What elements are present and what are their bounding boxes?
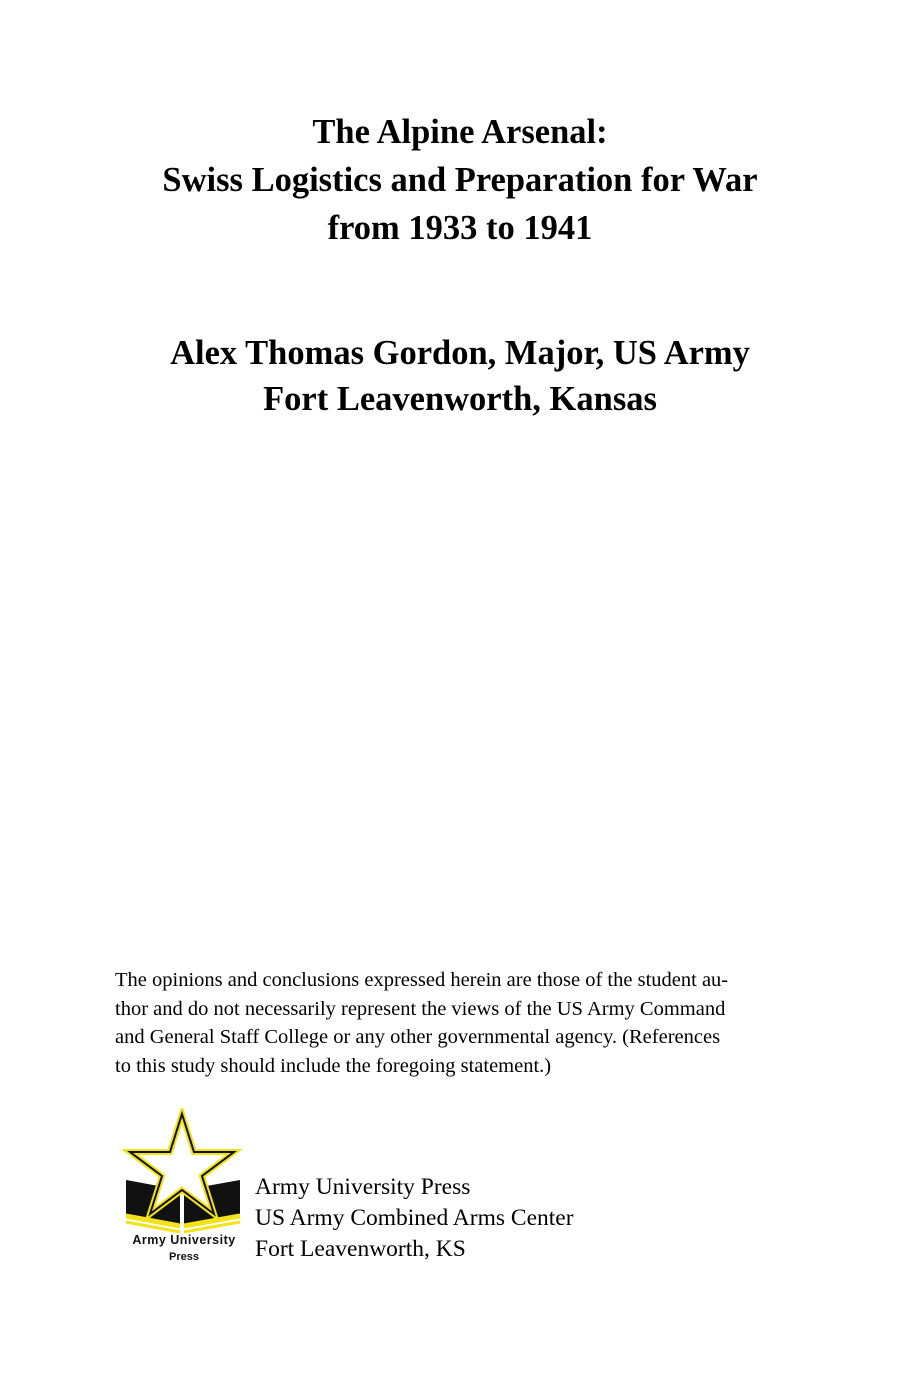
disclaimer-line-2: thor and do not necessarily represent the views of the US Army Command (115, 997, 726, 1020)
author-location: Fort Leavenworth, Kansas (263, 380, 657, 418)
army-university-press-logo (118, 1108, 250, 1268)
logo-text-line-2: Press (169, 1251, 199, 1263)
publisher-center: US Army Combined Arms Center (255, 1205, 574, 1231)
logo-text-line-1: Army University (132, 1233, 236, 1247)
title-line-2: Swiss Logistics and Preparation for War (162, 161, 758, 199)
publisher-info (255, 1172, 574, 1265)
publisher-location: Fort Leavenworth, KS (255, 1236, 466, 1262)
disclaimer-line-3: and General Staff College or any other governmental agency. (References (115, 1026, 721, 1048)
author-block (0, 330, 920, 422)
title-line-3: from 1933 to 1941 (327, 209, 593, 247)
logo-graphic (118, 1108, 250, 1268)
disclaimer-line-4: to this study should include the foregoing statement.) (115, 1054, 552, 1077)
disclaimer-statement (115, 966, 815, 1080)
disclaimer-line-1: The opinions and conclusions expressed herein are those of the student au- (115, 969, 729, 991)
book-title (0, 108, 920, 252)
publisher-name: Army University Press (255, 1174, 471, 1200)
title-line-1: The Alpine Arsenal: (312, 113, 608, 151)
author-name: Alex Thomas Gordon, Major, US Army (170, 334, 750, 372)
